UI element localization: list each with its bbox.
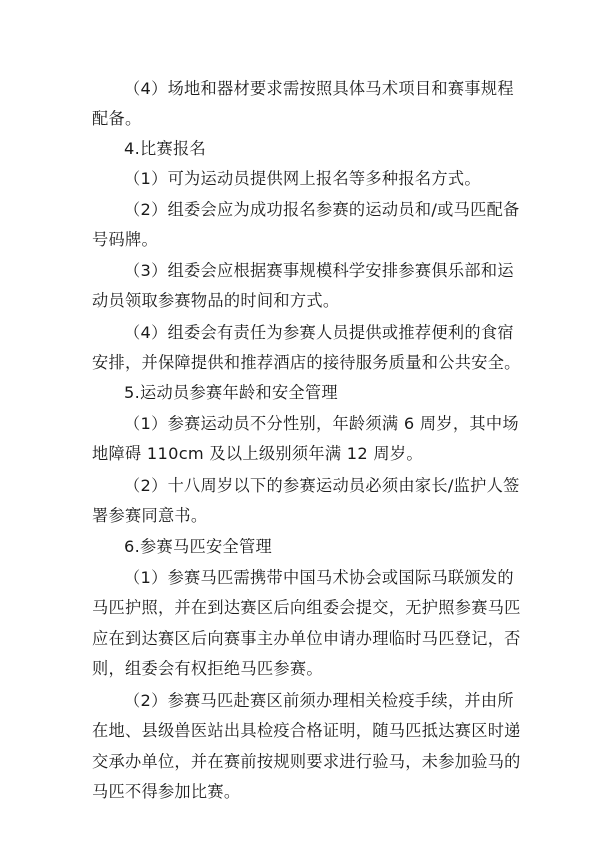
paragraph-5-1-line-1: （1）参赛运动员不分性别，年龄须满 6 周岁，其中场 [124, 414, 519, 433]
paragraph-6-2-line-3: 交承办单位，并在赛前按规则要求进行验马，未参加验马的 [92, 752, 521, 771]
paragraph-4-4-line-1: （4）场地和器材要求需按照具体马术项目和赛事规程 [124, 79, 514, 98]
paragraph-6-1-line-4: 则，组委会有权拒绝马匹参赛。 [92, 659, 323, 678]
paragraph-5-2-line-1: （2）十八周岁以下的参赛运动员必须由家长/监护人签 [124, 476, 520, 495]
paragraph-4-2-line-1: （2）组委会应为成功报名参赛的运动员和/或马匹配备 [124, 200, 520, 219]
paragraph-4-3-line-2: 动员领取参赛物品的时间和方式。 [92, 291, 340, 310]
paragraph-4-4b-line-2: 安排，并保障提供和推荐酒店的接待服务质量和公共安全。 [92, 353, 521, 372]
paragraph-4-4b-line-1: （4）组委会有责任为参赛人员提供或推荐便利的食宿 [124, 323, 514, 342]
paragraph-4-3-line-1: （3）组委会应根据赛事规模科学安排参赛俱乐部和运 [124, 261, 514, 280]
paragraph-6-1-line-1: （1）参赛马匹需携带中国马术协会或国际马联颁发的 [124, 568, 514, 587]
paragraph-5-2-line-2: 署参赛同意书。 [92, 506, 208, 525]
paragraph-5-1-line-2: 地障碍 110cm 及以上级别须年满 12 周岁。 [92, 444, 423, 463]
paragraph-6-1-line-3: 应在到达赛区后向赛事主办单位申请办理临时马匹登记，否 [92, 629, 521, 648]
paragraph-6-2-line-1: （2）参赛马匹赴赛区前须办理相关检疫手续，并由所 [124, 691, 514, 710]
section-heading-6: 6.参赛马匹安全管理 [124, 537, 272, 556]
paragraph-6-2-line-4: 马匹不得参加比赛。 [92, 782, 241, 801]
paragraph-4-2-line-2: 号码牌。 [92, 230, 158, 249]
section-heading-4: 4.比赛报名 [124, 139, 206, 158]
paragraph-4-1-line-1: （1）可为运动员提供网上报名等多种报名方式。 [124, 169, 481, 188]
paragraph-4-4-line-2: 配备。 [92, 109, 142, 128]
paragraph-6-2-line-2: 在地、县级兽医站出具检疫合格证明，随马匹抵达赛区时递 [92, 721, 521, 740]
paragraph-6-1-line-2: 马匹护照，并在到达赛区后向组委会提交，无护照参赛马匹 [92, 598, 521, 617]
section-heading-5: 5.运动员参赛年龄和安全管理 [124, 383, 338, 402]
